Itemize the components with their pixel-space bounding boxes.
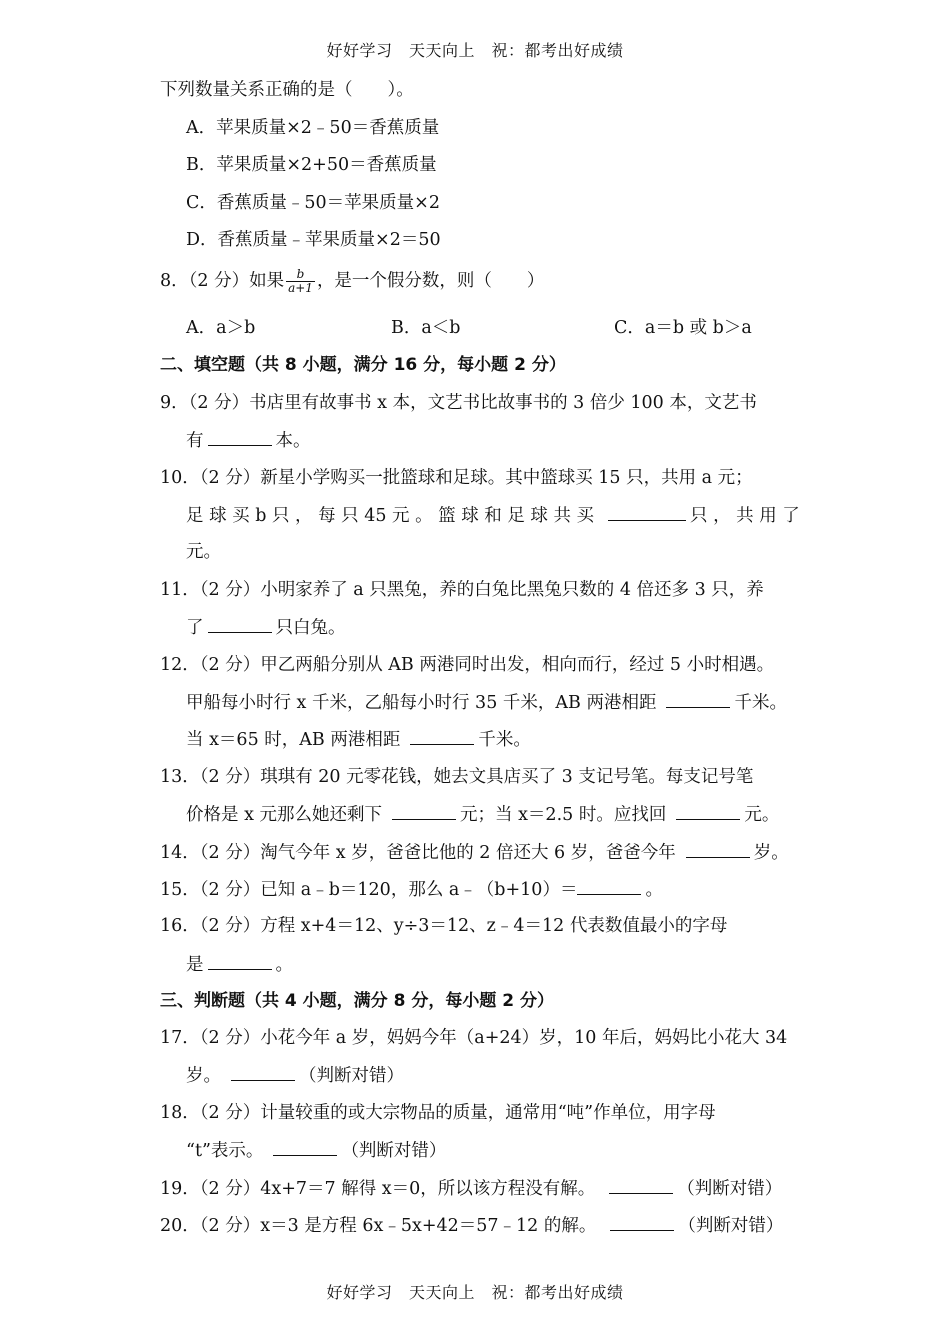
q10-answer-blank-1[interactable] [608,503,686,521]
section-fill-in-title: 二、填空题（共 8 小题，满分 16 分，每小题 2 分） [160,355,566,375]
q10-unit: 只 ， 共 用 了 [690,506,800,526]
q9-line1: 9．（2 分）书店里有故事书 x 本，文艺书比故事书的 3 倍少 100 本，文艺书 [160,393,757,413]
q20-instruction: （判断对错） [678,1216,784,1236]
q15-line1 [160,877,663,902]
q13-text-2: 元；当 x＝2.5 时。应找回 [460,805,667,825]
q17-line1: 17．（2 分）小花今年 a 岁，妈妈今年（a+24）岁，10 年后，妈妈比小花大 34 [160,1028,788,1048]
q8-option-a: A．a＞b [186,318,256,338]
q13-text-1: 价格是 x 元那么她还剩下 [186,805,382,825]
q7-stem: 下列数量关系正确的是（ ）。 [160,80,414,100]
q9-unit: 本。 [275,431,311,451]
q12-line1: 12．（2 分）甲乙两船分别从 AB 两港同时出发，相向而行，经过 5 小时相遇。 [160,655,775,675]
q12-text-1: 甲船每小时行 x 千米，乙船每小时行 35 千米，AB 两港相距 [186,693,657,713]
q18-instruction: （判断对错） [341,1141,447,1161]
q14-answer-blank[interactable] [686,840,750,858]
q8-fraction [286,268,315,295]
q20-line1 [160,1213,783,1238]
q10-line2 [186,503,800,528]
q11-unit: 只白兔。 [275,618,346,638]
q18-answer-blank[interactable] [273,1138,337,1156]
q13-line1: 13．（2 分）琪琪有 20 元零花钱，她去文具店买了 3 支记号笔。每支记号笔 [160,767,754,787]
q8-frac-denominator: a+1 [288,281,313,295]
q18-line2 [186,1138,446,1163]
q16-line2 [186,952,293,977]
q12-answer-blank-2[interactable] [410,727,474,745]
q15-end: 。 [645,880,663,900]
q12-unit-2: 千米。 [478,730,531,750]
q19-text: 19．（2 分）4x+7＝7 解得 x＝0，所以该方程没有解。 [160,1179,596,1199]
q17-line2 [186,1063,404,1088]
q14-text: 14．（2 分）淘气今年 x 岁，爸爸比他的 2 倍还大 6 岁，爸爸今年 [160,843,676,863]
q9-answer-blank[interactable] [208,428,272,446]
q12-line2 [186,690,787,715]
q20-answer-blank[interactable] [610,1213,674,1231]
q13-line2 [186,802,779,827]
q12-unit-1: 千米。 [734,693,787,713]
q17-instruction: （判断对错） [299,1066,404,1086]
q18-line1: 18．（2 分）计量较重的或大宗物品的质量，通常用“吨”作单位，用字母 [160,1103,716,1123]
q9-text: 有 [186,431,204,451]
q10-line1: 10．（2 分）新星小学购买一批篮球和足球。其中篮球买 15 只，共用 a 元； [160,468,753,488]
page-header: 好好学习 天天向上 祝：都考出好成绩 [326,41,624,60]
q7-option-b: B．苹果质量×2+50＝香蕉质量 [186,155,437,175]
q16-answer-blank[interactable] [208,952,272,970]
q7-option-c: C．香蕉质量﹣50＝苹果质量×2 [186,193,440,213]
q19-line1 [160,1176,782,1201]
section-judgment-title: 三、判断题（共 4 小题，满分 8 分，每小题 2 分） [160,991,554,1011]
q11-line2 [186,615,346,640]
q12-text-2: 当 x＝65 时，AB 两港相距 [186,730,401,750]
q12-answer-blank-1[interactable] [666,690,730,708]
q13-answer-blank-1[interactable] [392,802,456,820]
q13-unit: 元。 [744,805,780,825]
q8-option-c: C．a＝b 或 b＞a [614,318,752,338]
q19-instruction: （判断对错） [677,1179,783,1199]
q13-answer-blank-2[interactable] [676,802,740,820]
q8-prefix: 8．（2 分）如果 [160,271,285,291]
q12-line3 [186,727,531,752]
q18-text: “t”表示。 [186,1141,264,1161]
q17-text: 岁。 [186,1066,221,1086]
q11-line1: 11．（2 分）小明家养了 a 只黑兔，养的白兔比黑兔只数的 4 倍还多 3 只，养 [160,580,764,600]
q8-frac-numerator: b [296,267,305,281]
q8-option-b: B．a＜b [391,318,461,338]
q16-end: 。 [275,955,293,975]
q15-answer-blank[interactable] [577,877,641,895]
q14-line1 [160,840,789,865]
q14-unit: 岁。 [753,843,789,863]
q17-answer-blank[interactable] [231,1063,295,1081]
q11-answer-blank[interactable] [208,615,272,633]
q15-text: 15．（2 分）已知 a﹣b＝120，那么 a﹣（b+10）＝ [160,880,578,900]
q16-line1: 16．（2 分）方程 x+4＝12、y÷3＝12、z﹣4＝12 代表数值最小的字母 [160,916,728,936]
q10-text: 足 球 买 b 只 ， 每 只 45 元 。 篮 球 和 足 球 共 买 [186,506,595,526]
q16-text: 是 [186,955,204,975]
q8-suffix: ，是一个假分数，则（ ） [316,271,545,291]
q9-line2 [186,428,311,453]
q7-option-d: D．香蕉质量﹣苹果质量×2＝50 [186,230,441,250]
q7-option-a: A．苹果质量×2﹣50＝香蕉质量 [186,118,440,138]
q19-answer-blank[interactable] [609,1176,673,1194]
q8-stem [160,268,544,295]
q11-text: 了 [186,618,204,638]
q10-line3: 元。 [186,542,221,562]
q20-text: 20．（2 分）x＝3 是方程 6x﹣5x+42＝57﹣12 的解。 [160,1216,597,1236]
page-footer: 好好学习 天天向上 祝：都考出好成绩 [326,1283,624,1302]
